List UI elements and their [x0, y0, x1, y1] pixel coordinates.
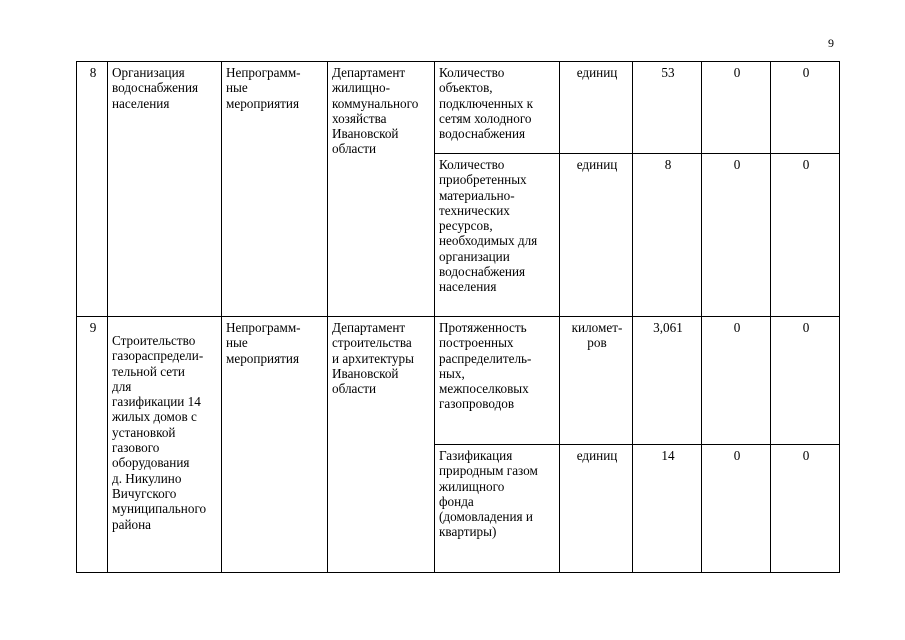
value-cell-1: 8	[633, 154, 702, 317]
unit-cell: километ- ров	[560, 317, 633, 445]
value-cell-3: 0	[771, 445, 840, 573]
value-cell-2: 0	[702, 317, 771, 445]
value-cell-2: 0	[702, 154, 771, 317]
row-number-cell: 8	[77, 62, 108, 317]
page-number: 9	[828, 36, 834, 50]
value-cell-2: 0	[702, 62, 771, 154]
value-cell-3: 0	[771, 317, 840, 445]
program-activities-table	[76, 61, 840, 573]
department-cell: Департамент жилищно- коммунального хозяйства Ивановской области	[328, 62, 435, 317]
activity-name-cell: Организация водоснабжения населения	[108, 62, 222, 317]
indicator-cell: Количество приобретенных материально- технических ресурсов, необходимых для организации водоснабжения населения	[435, 154, 560, 317]
activity-type-cell: Непрограмм- ные мероприятия	[222, 62, 328, 317]
value-cell-1: 53	[633, 62, 702, 154]
unit-cell: единиц	[560, 445, 633, 573]
department-cell: Департамент строительства и архитектуры Ивановской области	[328, 317, 435, 573]
row-number-cell: 9	[77, 317, 108, 573]
value-cell-3: 0	[771, 62, 840, 154]
activity-name-cell: Строительство газораспредели- тельной сети для газификации 14 жилых домов с установкой газового оборудования д. Никулино Вичугского муниципального района	[108, 317, 222, 573]
indicator-cell: Газификация природным газом жилищного фонда (домовладения и квартиры)	[435, 445, 560, 573]
value-cell-1: 14	[633, 445, 702, 573]
indicator-cell: Протяженность построенных распределитель- ных, межпоселковых газопроводов	[435, 317, 560, 445]
activity-type-cell: Непрограмм- ные мероприятия	[222, 317, 328, 573]
table-row	[77, 62, 840, 154]
indicator-cell: Количество объектов, подключенных к сетям холодного водоснабжения	[435, 62, 560, 154]
unit-cell: единиц	[560, 62, 633, 154]
value-cell-3: 0	[771, 154, 840, 317]
table-row	[77, 317, 840, 445]
unit-cell: единиц	[560, 154, 633, 317]
value-cell-2: 0	[702, 445, 771, 573]
value-cell-1: 3,061	[633, 317, 702, 445]
